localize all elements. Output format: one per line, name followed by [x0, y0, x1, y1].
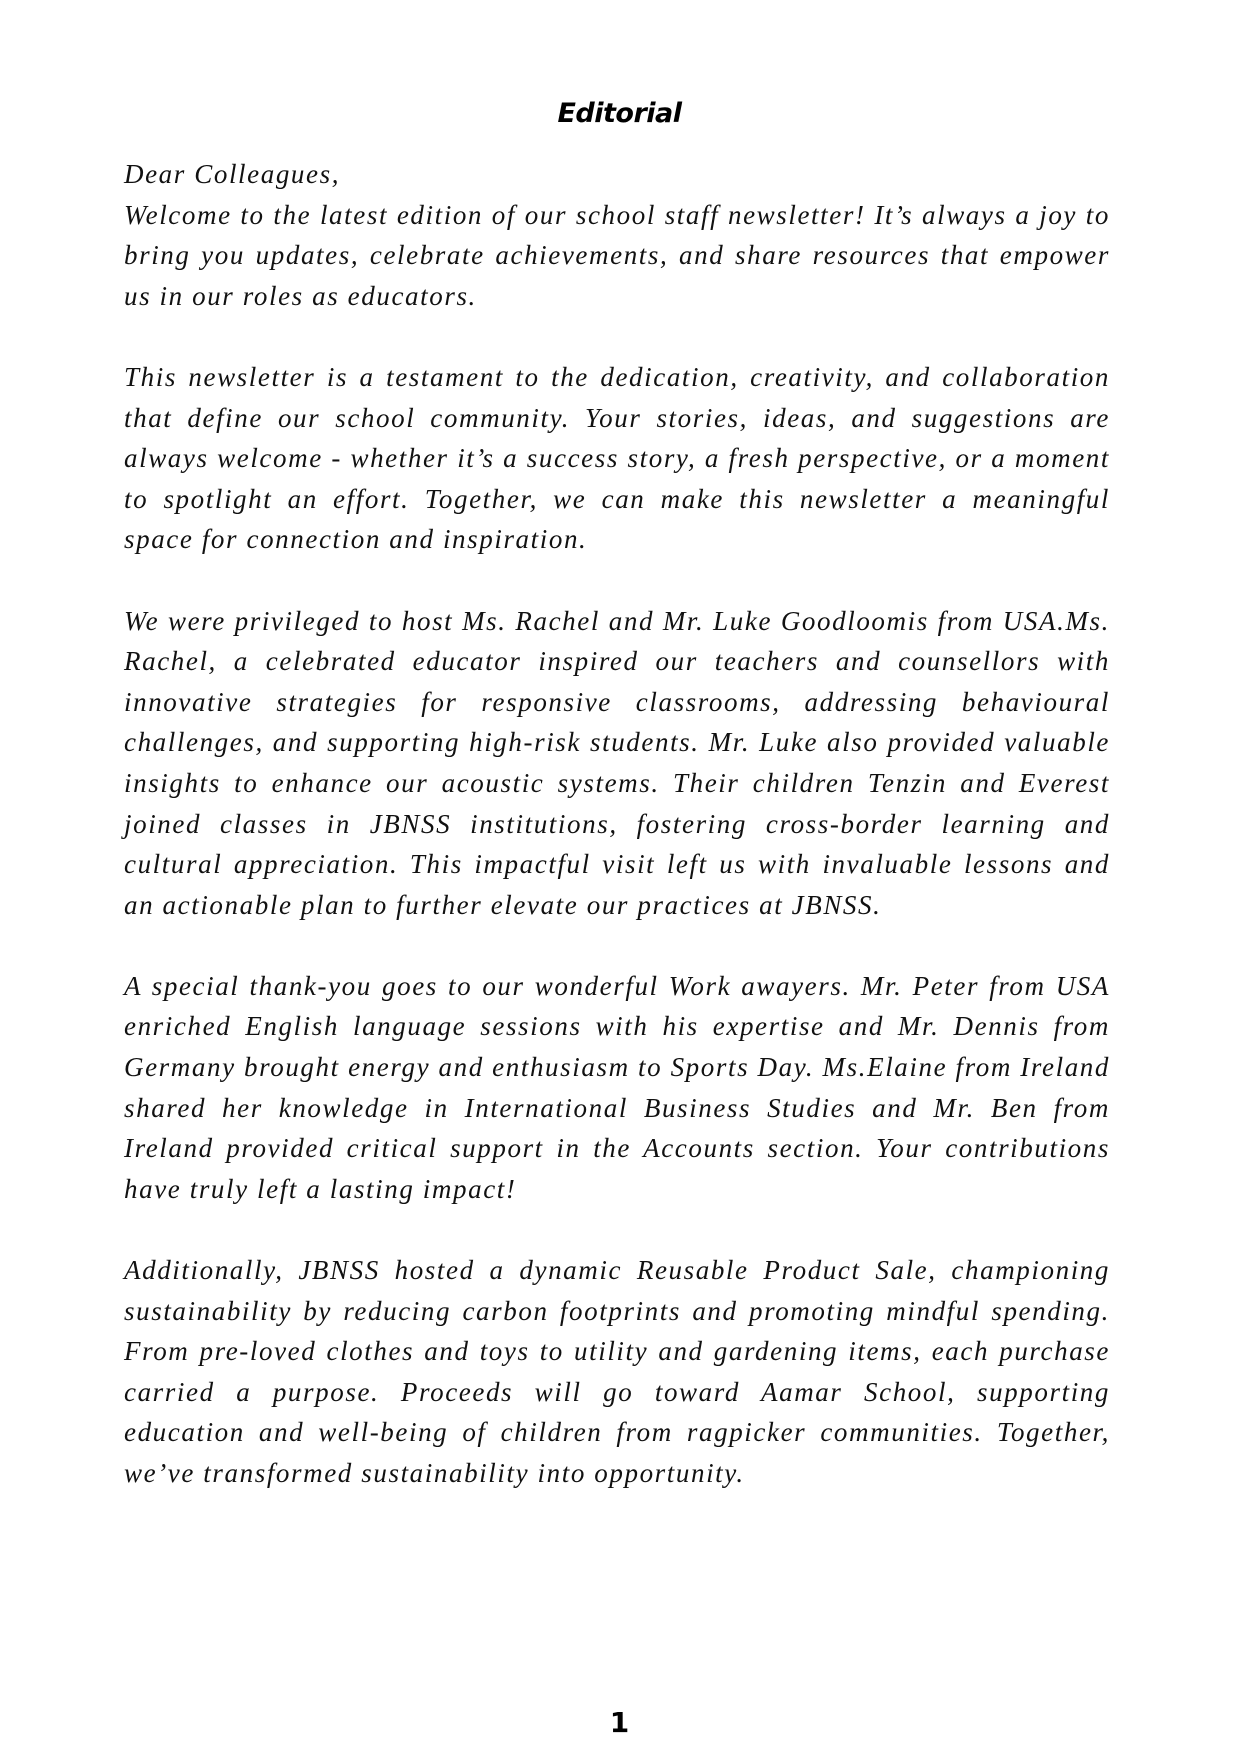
editorial-paragraph-1: Welcome to the latest edition of our school staff newsletter! It’s always a joy to bring you updates, celebrate achievements, and share resources that empower us in our roles as educators.: [124, 199, 1110, 311]
editorial-title: Editorial: [557, 98, 682, 129]
editorial-paragraph-3: We were privileged to host Ms. Rachel and Mr. Luke Goodloomis from USA.Ms. Rachel, a celebrated educator inspired our teachers and counsellors with innovative strategies for responsive classrooms, addressing behavioural challenges, and supporting high-risk students. Mr. Luke also provided valuable insights to enhance our acoustic systems. Their children Tenzin and Everest joined classes in JBNSS institutions, fostering cross-border learning and cultural appreciation. This impactful visit left us with invaluable lessons and an actionable plan to further elevate our practices at JBNSS.: [124, 605, 1110, 920]
editorial-paragraph-2: This newsletter is a testament to the dedication, creativity, and collaboration that define our school community. Your stories, ideas, and suggestions are always welcome - whether it’s a success story, a fresh perspective, or a moment to spotlight an effort. Together, we can make this newsletter a meaningful space for connection and inspiration.: [124, 361, 1110, 555]
page-number: 1: [609, 1706, 630, 1739]
salutation: Dear Colleagues,: [124, 159, 341, 189]
editorial-body: [124, 154, 1110, 1534]
editorial-paragraph-4: A special thank-you goes to our wonderful Work awayers. Mr. Peter from USA enriched English language sessions with his expertise and Mr. Dennis from Germany brought energy and enthusiasm to Sports Day. Ms.Elaine from Ireland shared her knowledge in International Business Studies and Mr. Ben from Ireland provided critical support in the Accounts section. Your contributions have truly left a lasting impact!: [124, 970, 1110, 1204]
editorial-intro: [124, 154, 1110, 316]
editorial-paragraph-5: Additionally, JBNSS hosted a dynamic Reusable Product Sale, championing sustainability by reducing carbon footprints and promoting mindful spending. From pre-loved clothes and toys to utility and gardening items, each purchase carried a purpose. Proceeds will go toward Aamar School, supporting education and well-being of children from ragpicker communities. Together, we’ve transformed sustainability into opportunity.: [124, 1255, 1110, 1488]
